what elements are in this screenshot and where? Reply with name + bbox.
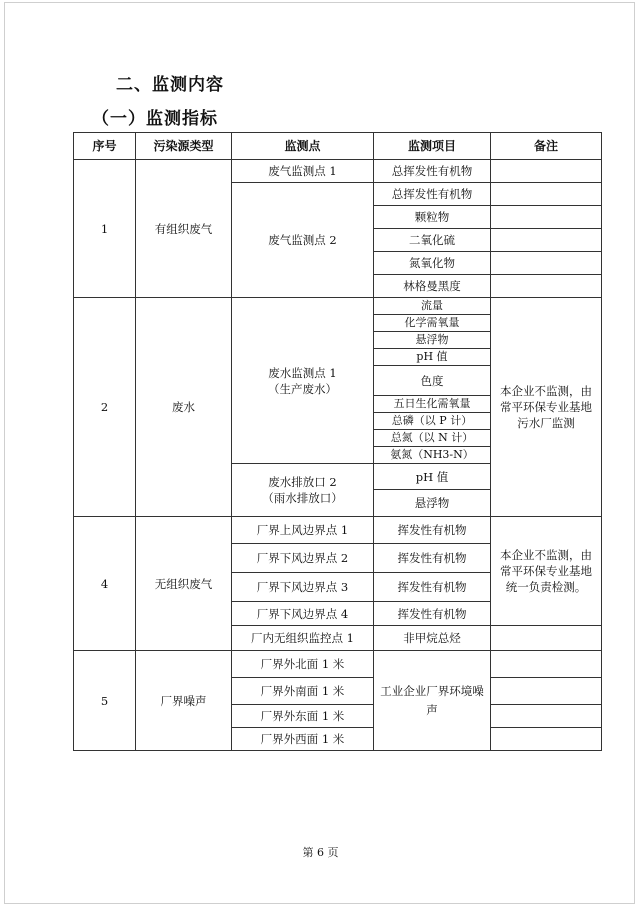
page-footer [0,844,641,860]
monitoring-item: 总挥发性有机物 [374,160,491,183]
monitoring-item: 氨氮（NH3-N） [374,447,491,464]
remark-cell [491,728,602,751]
monitoring-point: 厂界上风边界点 1 [232,517,374,544]
source-type: 无组织废气 [136,517,232,651]
monitoring-point [232,298,374,464]
row-no: 4 [74,517,136,651]
remark-cell: 本企业不监测，由常平环保专业基地污水厂监测 [491,298,602,517]
remark-cell [491,651,602,678]
monitoring-point: 厂界下风边界点 4 [232,602,374,626]
section-title: 二、监测内容 [116,75,224,95]
source-type: 废水 [136,298,232,517]
page-number: 第 6 页 [302,846,339,859]
subsection-title: （一）监测指标 [92,109,218,129]
row-no: 2 [74,298,136,517]
monitoring-item: 总磷（以 P 计） [374,413,491,430]
monitoring-item: 颗粒物 [374,206,491,229]
remark-cell [491,206,602,229]
remark-cell [491,705,602,728]
remark-cell [491,252,602,275]
row-no: 5 [74,651,136,751]
monitoring-item: 挥发性有机物 [374,544,491,573]
monitoring-item: 化学需氧量 [374,315,491,332]
table-row [74,517,602,544]
source-type: 厂界噪声 [136,651,232,751]
monitoring-item: pH 值 [374,464,491,490]
point-line: 废水监测点 1 （生产废水） [268,365,337,396]
table-header-row [74,133,602,160]
monitoring-item: 林格曼黑度 [374,275,491,298]
remark-cell [491,626,602,651]
monitoring-item: 二氧化硫 [374,229,491,252]
monitoring-point: 厂界下风边界点 3 [232,573,374,602]
monitoring-point: 厂内无组织监控点 1 [232,626,374,651]
table-row [74,298,602,315]
header-monitoring-point: 监测点 [232,133,374,160]
header-monitoring-item: 监测项目 [374,133,491,160]
remark-cell [491,160,602,183]
monitoring-table [73,132,602,751]
monitoring-item: 氮氧化物 [374,252,491,275]
monitoring-item: 悬浮物 [374,332,491,349]
header-no: 序号 [74,133,136,160]
monitoring-point: 废气监测点 1 [232,160,374,183]
monitoring-point: 厂界下风边界点 2 [232,544,374,573]
point-line: 废水排放口 2 （雨水排放口） [262,475,343,505]
monitoring-item: 总氮（以 N 计） [374,430,491,447]
monitoring-item: 挥发性有机物 [374,602,491,626]
header-remark: 备注 [491,133,602,160]
monitoring-point: 厂界外西面 1 米 [232,728,374,751]
monitoring-item: pH 值 [374,349,491,366]
monitoring-item: 流量 [374,298,491,315]
remark-cell [491,275,602,298]
monitoring-item: 总挥发性有机物 [374,183,491,206]
monitoring-item: 挥发性有机物 [374,573,491,602]
remark-cell [491,183,602,206]
row-no: 1 [74,160,136,298]
monitoring-item: 挥发性有机物 [374,517,491,544]
monitoring-item: 非甲烷总烃 [374,626,491,651]
monitoring-item: 五日生化需氧量 [374,396,491,413]
monitoring-point: 厂界外东面 1 米 [232,705,374,728]
monitoring-point: 厂界外南面 1 米 [232,678,374,705]
remark-cell: 本企业不监测，由常平环保专业基地统一负责检测。 [491,517,602,626]
source-type: 有组织废气 [136,160,232,298]
table-row [74,160,602,183]
remark-cell [491,678,602,705]
monitoring-point [232,464,374,517]
header-source-type: 污染源类型 [136,133,232,160]
remark-cell [491,229,602,252]
monitoring-item: 工业企业厂界环境噪声 [374,651,491,751]
monitoring-item: 悬浮物 [374,490,491,517]
monitoring-point: 废气监测点 2 [232,183,374,298]
table-row [74,651,602,678]
monitoring-item: 色度 [374,366,491,396]
monitoring-point: 厂界外北面 1 米 [232,651,374,678]
